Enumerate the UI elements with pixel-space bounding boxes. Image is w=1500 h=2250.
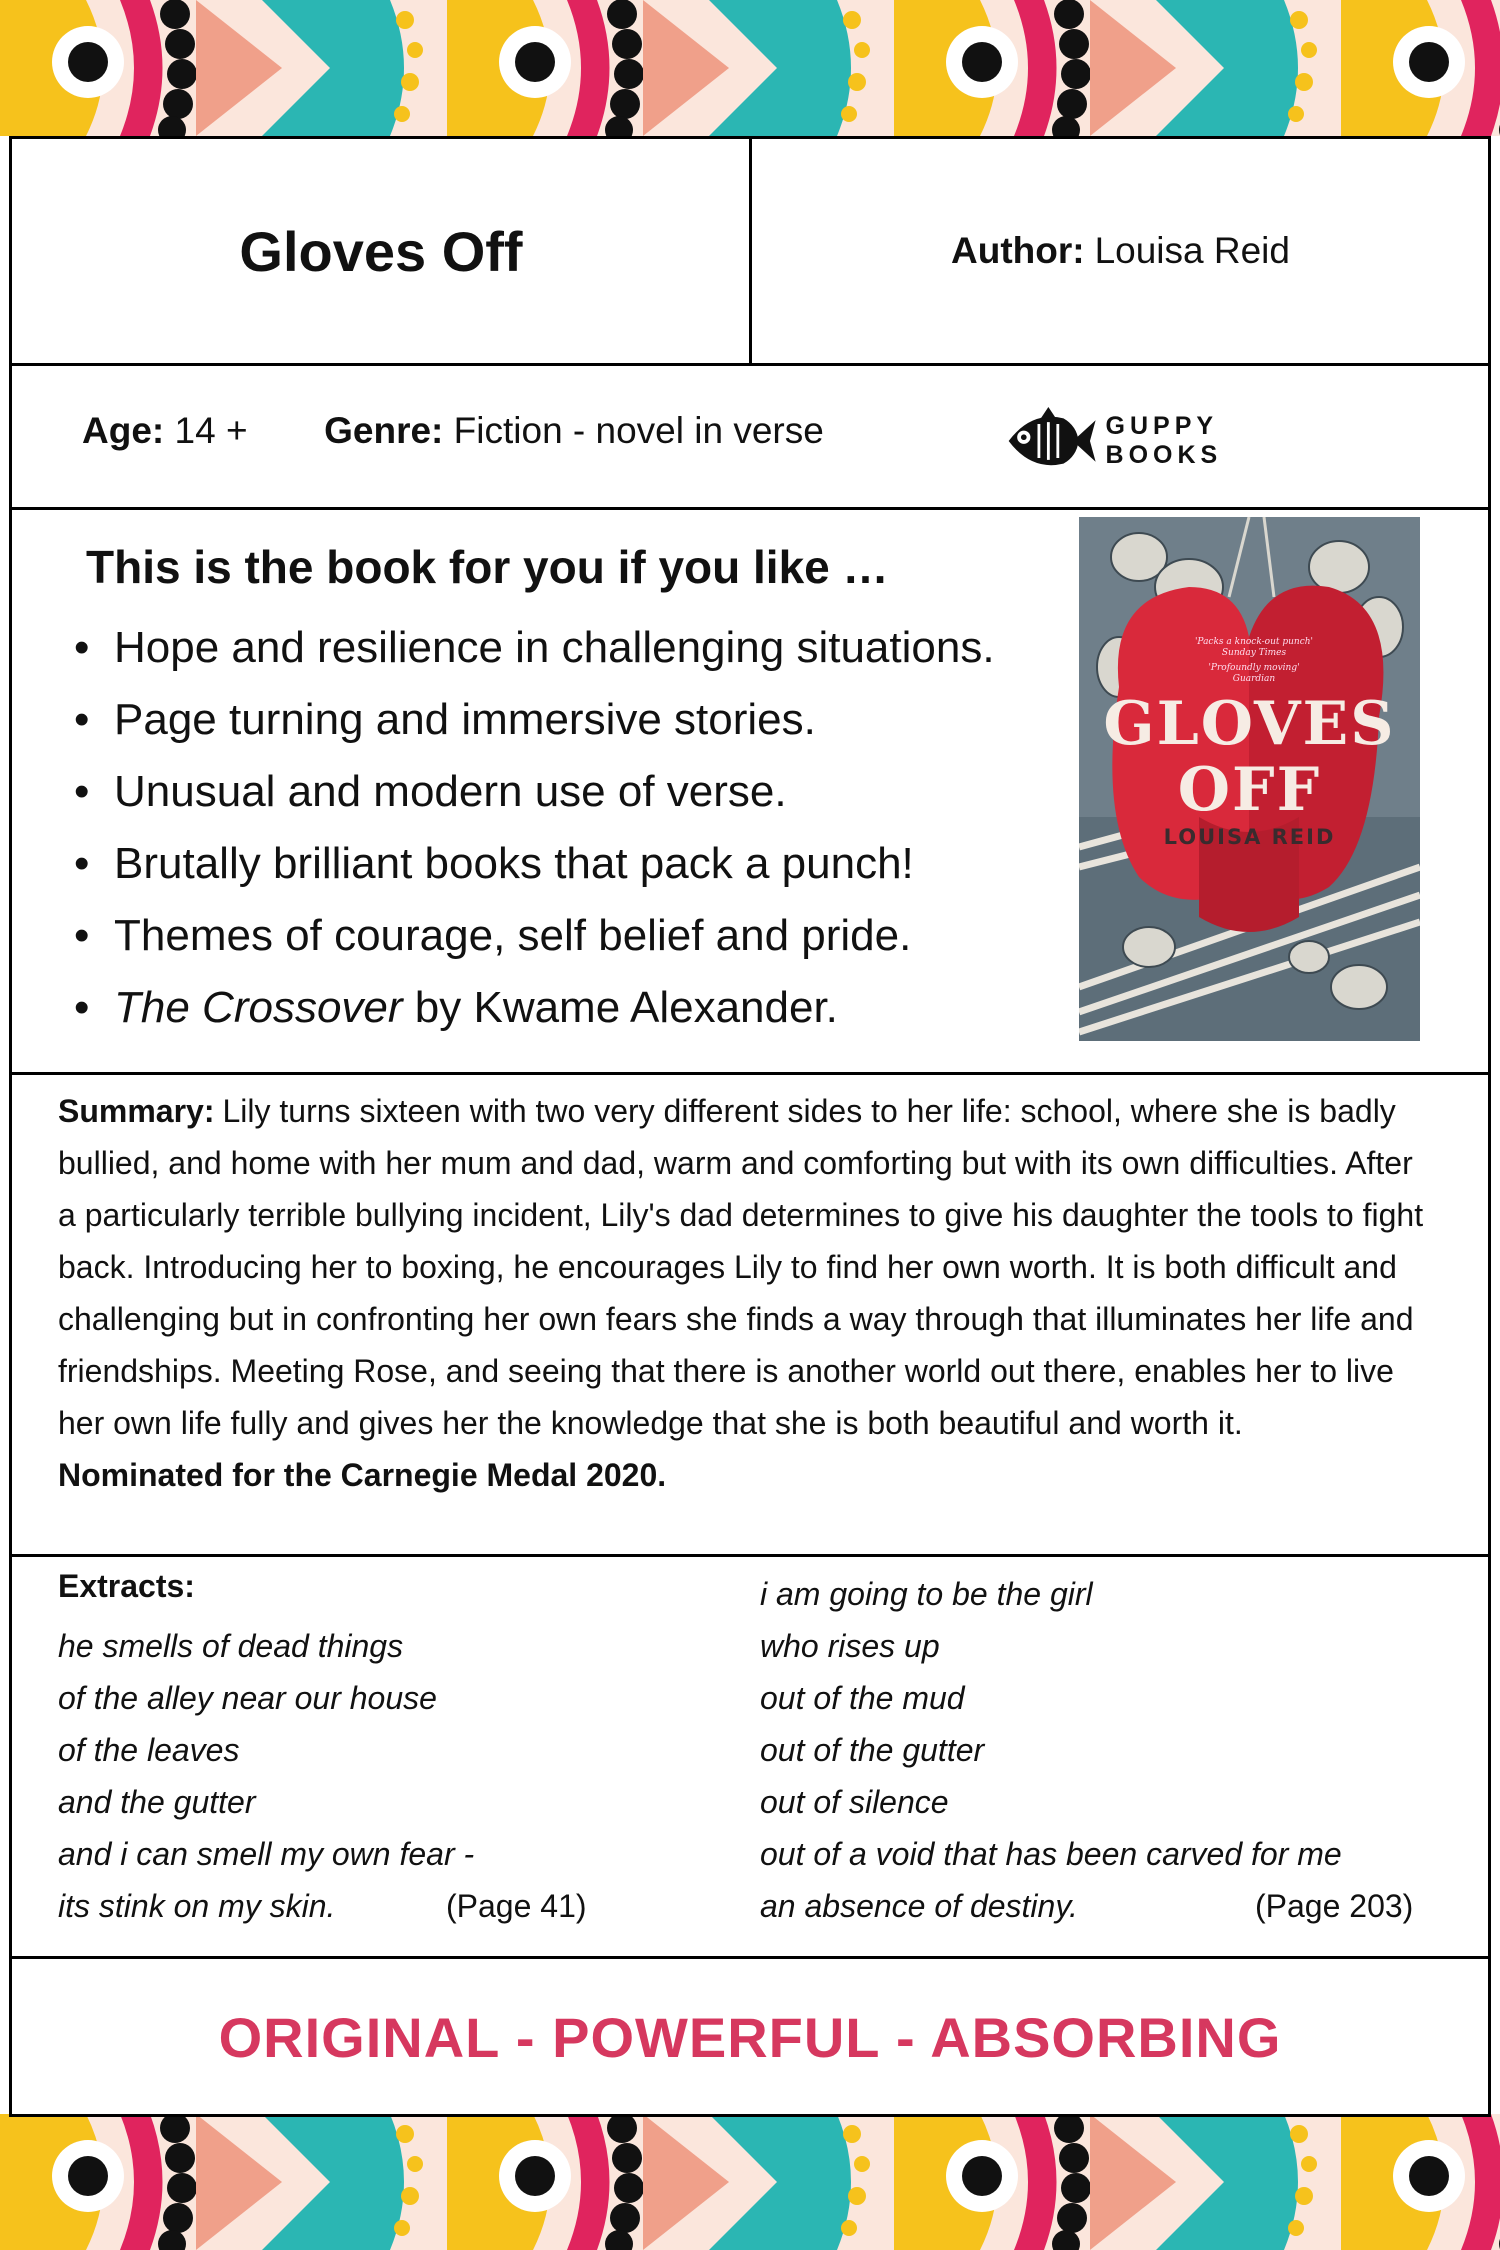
extract-line: its stink on my skin. [58, 1888, 336, 1924]
extract-right [760, 1568, 1342, 1932]
extract-line: of the leaves [58, 1732, 240, 1768]
author-row [753, 139, 1488, 363]
publisher-name: GUPPY BOOKS [1105, 412, 1223, 469]
cover-title-1: GLOVES [1103, 689, 1396, 759]
cover-title-2: OFF [1177, 755, 1322, 825]
extract-line: an absence of destiny. [760, 1888, 1078, 1924]
extract-line: out of the mud [760, 1680, 965, 1716]
divider [9, 507, 1491, 510]
age-genre-row [82, 410, 824, 452]
summary-label: Summary: [58, 1093, 215, 1129]
cover-author: LOUISA REID [1163, 825, 1336, 849]
extract-line: who rises up [760, 1628, 940, 1664]
extract-line: and i can smell my own fear - [58, 1836, 475, 1872]
list-item [74, 972, 995, 1044]
fish-logo-icon [1003, 403, 1098, 479]
fish-pattern-band-top [0, 0, 1500, 136]
crossover-title: The Crossover [114, 983, 403, 1032]
list-item: • Hope and resilience in challenging situations. [74, 612, 995, 684]
author-name: Louisa Reid [1094, 230, 1290, 271]
genre-label: Genre: [324, 410, 444, 451]
list-item: • Brutally brilliant books that pack a punch! [74, 828, 995, 900]
list-item: • Page turning and immersive stories. [74, 684, 995, 756]
likes-heading: This is the book for you if you like … [86, 541, 889, 593]
extract-line: out of the gutter [760, 1732, 985, 1768]
fish-pattern-bottom [0, 2114, 1500, 2250]
extract-right-page: (Page 203) [1255, 1888, 1414, 1924]
extract-line: i am going to be the girl [760, 1576, 1093, 1612]
author-label: Author: [951, 230, 1085, 271]
cover-quote-2: 'Profoundly moving' Guardian [1208, 663, 1300, 684]
age-label: Age: [82, 410, 165, 451]
divider [9, 1554, 1491, 1557]
summary-text: Lily turns sixteen with two very different sides to her life: school, where she is badly bullied, and home with her mum and dad, warm and comforting but with its own difficulties. After a particularly terrible bullying incident, Lily's dad determines to give his daughter the tools to fight back. Introducing her to boxing, he encourages Lily to find her own worth. It is both difficult and challenging but in confronting her own fears she finds a way through that illuminates her life and friendships. Meeting Rose, and seeing that there is another world out there, enables her to live her own life fully and gives her the knowledge that she is both beautiful and worth it. [58, 1093, 1424, 1441]
age-value: 14 + [174, 410, 248, 451]
publisher-logo [1003, 403, 1333, 479]
crossover-author: by Kwame Alexander. [402, 983, 838, 1032]
book-cover [1079, 517, 1420, 1041]
list-item: • Themes of courage, self belief and pride. [74, 900, 995, 972]
likes-list [74, 612, 995, 1044]
divider [9, 363, 1491, 366]
extract-left [58, 1620, 474, 1932]
fish-pattern-top [0, 0, 1500, 136]
genre-value: Fiction - novel in verse [453, 410, 824, 451]
cover-quote-1: 'Packs a knock-out punch' [1194, 637, 1314, 647]
extract-line: out of a void that has been carved for me [760, 1836, 1342, 1872]
divider [9, 2114, 1491, 2117]
extract-line: of the alley near our house [58, 1680, 437, 1716]
list-item: • Unusual and modern use of verse. [74, 756, 995, 828]
fish-pattern-band-bottom [0, 2114, 1500, 2250]
nomination-note: Nominated for the Carnegie Medal 2020. [58, 1457, 667, 1493]
extract-left-page: (Page 41) [446, 1888, 587, 1924]
divider [9, 1072, 1491, 1075]
summary-section [58, 1085, 1438, 1501]
divider [9, 1956, 1491, 1959]
book-title: Gloves Off [239, 219, 523, 283]
cover-quote-1-source: Sunday Times [1221, 648, 1287, 658]
extract-line: he smells of dead things [58, 1628, 404, 1664]
extract-line: and the gutter [58, 1784, 256, 1820]
extract-line: out of silence [760, 1784, 949, 1820]
extracts-label: Extracts: [58, 1568, 195, 1604]
tagline: ORIGINAL - POWERFUL - ABSORBING [218, 2005, 1282, 2069]
